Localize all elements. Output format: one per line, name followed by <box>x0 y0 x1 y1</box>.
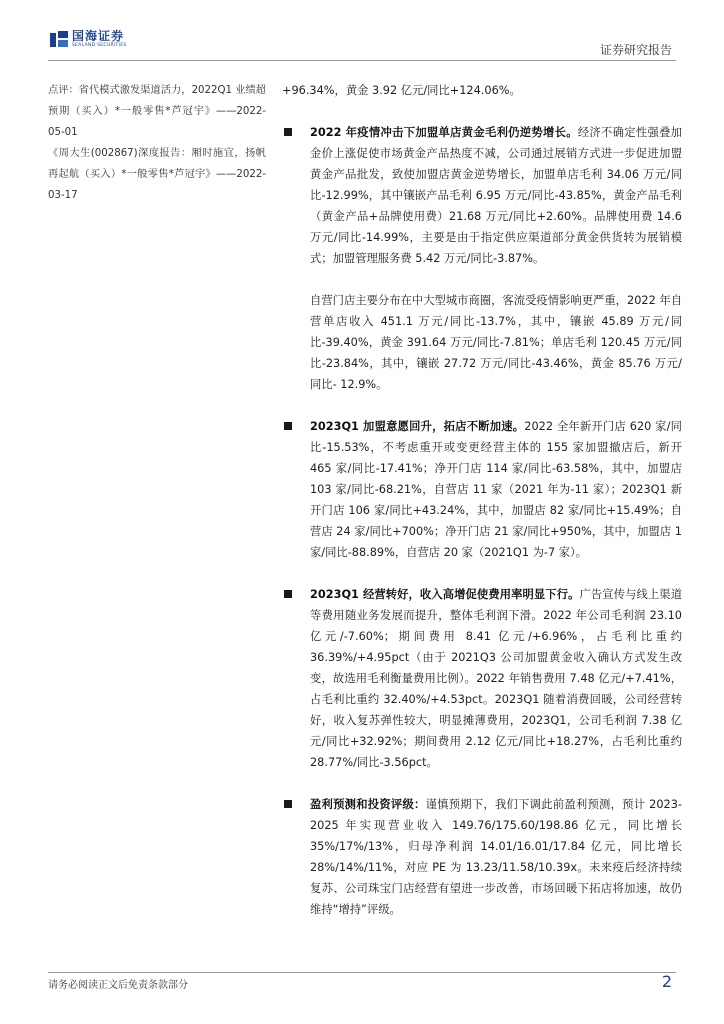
intro-paragraph: +96.34%，黄金 3.92 亿元/同比+124.06%。 <box>282 84 521 97</box>
section-body: 经济不确定性强叠加金价上涨促使市场黄金产品热度不减，公司通过展销方式进一步促进加盟黄金产品批发，致使加盟店黄金逆势增长，加盟单店毛利 34.06 万元/同比-12.99%，其中镶嵌产品毛利 6.95 万元/同比-43.85%，黄金产品毛利（黄金产品+品牌使用费）21.68 万元/同比+2.60%。品牌使用费 14.6 万元/同比-14.99%，主要是由于指定供应渠道部分黄金供货转为展销模式；加盟管理服务费 5.42 万元/同比-3.87%。 <box>310 126 682 265</box>
square-bullet-icon <box>284 422 292 430</box>
disclaimer-note: 请务必阅读正文后免责条款部分 <box>48 980 188 991</box>
page-header <box>0 0 724 64</box>
section-body: 2022 全年新开门店 620 家/同比-15.53%，不考虑重开或变更经营主体的 155 家加盟撤店后，新开 465 家/同比-17.41%；净开门店 114 家/同比-63.58%，其中，加盟店 103 家/同比-68.21%，自营店 11 家（2021 年为-11 家）；2023Q1 新开门店 106 家/同比+43.24%，其中，加盟店 82 家/同比+15.49%；自营店 24 家/同比+700%；净开门店 21 家/同比+950%，其中，加盟店 1 家/同比-88.89%，自营店 20 家（2021Q1 为-7 家）。 <box>310 420 682 559</box>
related-reports-sidebar <box>48 80 266 206</box>
section-body: 谨慎预期下，我们下调此前盈利预测，预计 2023-2025 年实现营业收入 149.76/175.60/198.86 亿元，同比增长 35%/17%/13%，归母净利润 14.01/16.01/17.84 亿元，同比增长 28%/14%/11%，对应 PE 为 13.23/11.58/10.39x。未来疫后经济持续复苏、公司珠宝门店经营有望进一步改善，市场回暖下拓店将加速，故仍维持“增持”评级。 <box>310 798 682 916</box>
footer-divider <box>48 972 676 973</box>
page-number: 2 <box>661 972 672 991</box>
company-logo <box>50 30 127 49</box>
main-content <box>282 80 682 920</box>
section-forecast-rating <box>282 794 682 920</box>
report-type-label: 证券研究报告 <box>599 43 672 57</box>
related-report-item: 《周大生(002867)深度报告：厢时施宜，扬帆再起航（买入）*一般零售*芦冠宇》——2022-03-17 <box>48 148 266 201</box>
square-bullet-icon <box>284 800 292 808</box>
related-report-item: 点评：省代模式激发渠道活力，2022Q1 业绩超预期（买入）*一般零售*芦冠宇》——2022-05-01 <box>48 85 266 138</box>
section-heading: 盈利预测和投资评级： <box>310 798 426 811</box>
section-heading: 2023Q1 加盟意愿回升，拓店不断加速。 <box>310 420 525 433</box>
logo-name-en: SEALAND SECURITIES <box>72 43 127 48</box>
logo-name-cn: 国海证券 <box>72 29 125 43</box>
square-bullet-icon <box>284 590 292 598</box>
section-body: 广告宣传与线上渠道等费用随业务发展而提升，整体毛利润下滑。2022 年公司毛利润 23.10 亿元/-7.60%；期间费用 8.41 亿元/+6.96%，占毛利比重约 36.39%/+4.95pct（由于 2021Q3 公司加盟黄金收入确认方式发生改变，故选用毛利衡量费用比例）。2022 年销售费用 7.48 亿元/+7.41%，占毛利比重约 32.40%/+4.53pct。2023Q1 随着消费回暖，公司经营转好，收入复苏弹性较大，明显摊薄费用，2023Q1，公司毛利润 7.38 亿元/同比+32.92%；期间费用 2.12 亿元/同比+18.27%，占毛利比重约 28.77%/同比-3.56pct。 <box>310 588 682 769</box>
section-extra: 自营门店主要分布在中大型城市商圈，客流受疫情影响更严重，2022 年自营单店收入 451.1 万元/同比-13.7%，其中，镶嵌 45.89 万元/同比-39.40%，黄金 391.64 万元/同比-7.81%；单店毛利 120.45 万元/同比-23.84%，其中，镶嵌 27.72 万元/同比-43.46%，黄金 85.76 万元/同比- 12.9%。 <box>310 294 682 391</box>
section-expense-ratio <box>282 584 682 773</box>
section-heading: 2023Q1 经营转好，收入高增促使费用率明显下行。 <box>310 588 580 601</box>
section-heading: 2022 年疫情冲击下加盟单店黄金毛利仍逆势增长。 <box>310 126 578 139</box>
square-bullet-icon <box>284 128 292 136</box>
section-store-expansion <box>282 416 682 563</box>
logo-mark-icon <box>50 31 68 49</box>
header-divider <box>48 60 676 61</box>
section-franchise-margin <box>282 122 682 395</box>
